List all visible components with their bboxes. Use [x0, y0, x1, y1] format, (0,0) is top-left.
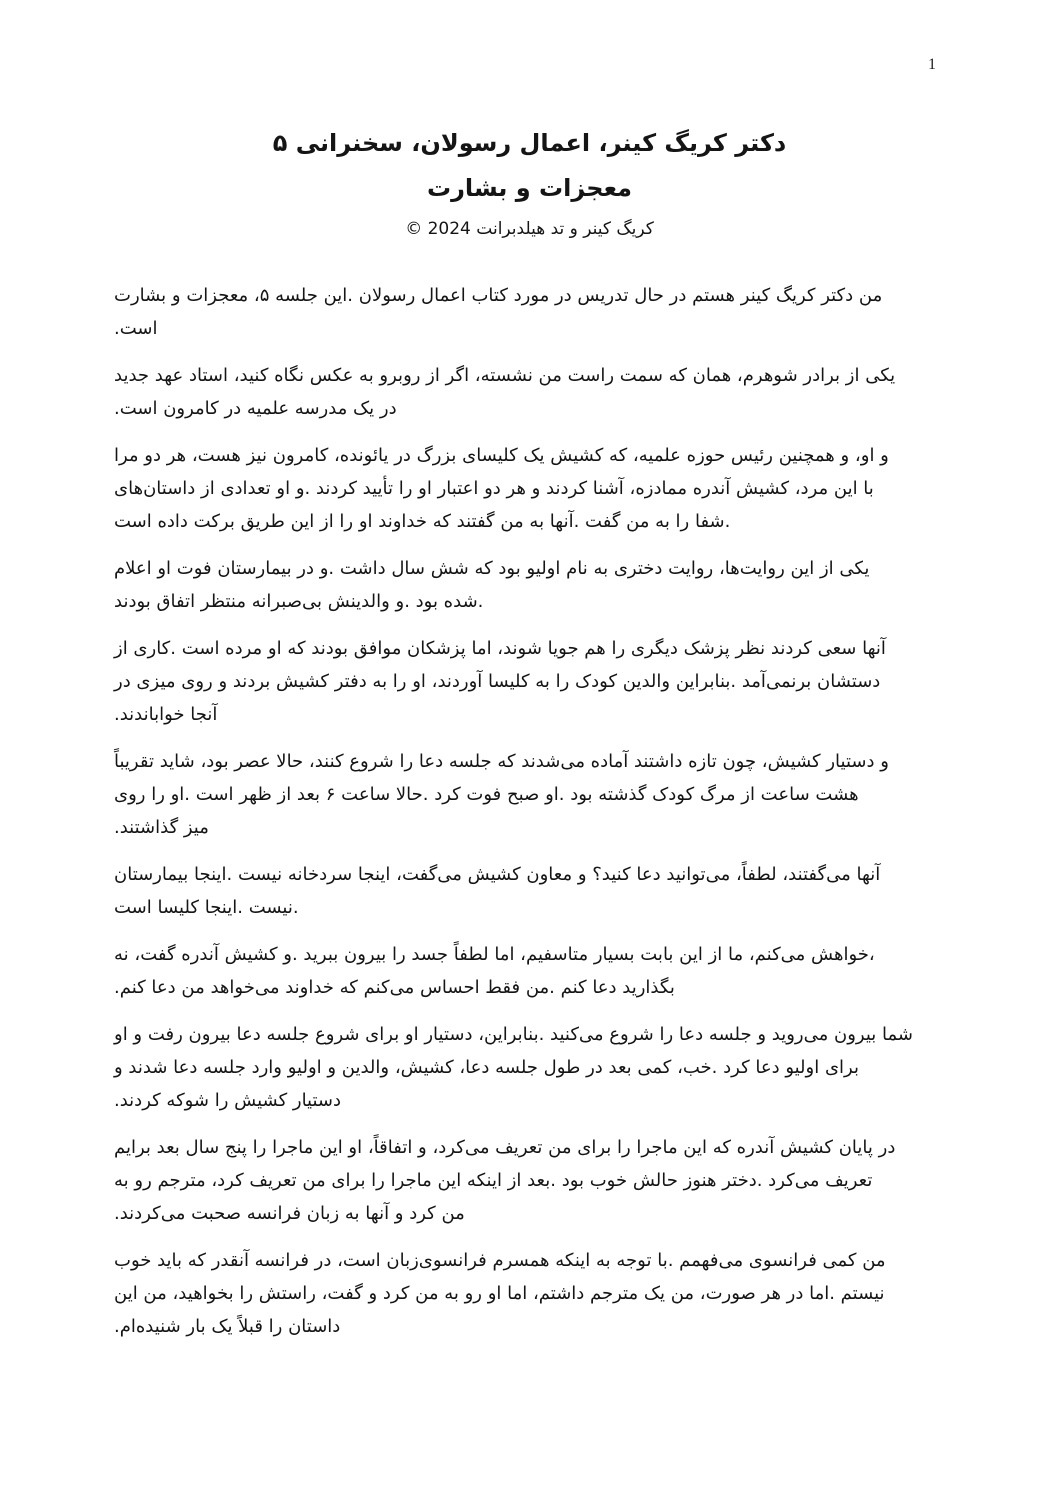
body-line: در پایان کشیش آندره که این ماجرا را برای من تعریف می‌کرد، و اتفاقاً، او این ماجرا را پنج سال بعد برایم	[114, 1137, 896, 1158]
page-number: 1	[928, 56, 936, 73]
body-line: آنها سعی کردند نظر پزشک دیگری را هم جویا شوند، اما پزشکان موافق بودند که او مرده است .کاری از	[114, 638, 892, 659]
body-line: و دستیار کشیش، چون تازه داشتند آماده می‌شدند که جلسه دعا را شروع کنند، حالا عصر بود، شاید تقریباً	[114, 751, 889, 772]
doc-byline: کریگ کینر و تد هیلدبرانت 2024 ©	[405, 219, 654, 239]
body-line: با این مرد، کشیش آندره ممادزه، آشنا کردند و هر دو اعتبار او را تأیید کردند .و او تعدادی از داستان‌های	[114, 478, 874, 499]
body-line: و او، و همچنین رئیس حوزه علمیه، که کشیش یک کلیسای بزرگ در یائونده، کامرون نیز هست، هر دو مرا	[114, 445, 889, 466]
document-body	[114, 279, 945, 1357]
body-paragraph	[114, 279, 945, 345]
body-paragraph	[114, 552, 945, 618]
body-line: .نیست .اینجا کلیسا است	[114, 897, 299, 918]
body-line: آنجا خواباندند.	[114, 704, 218, 725]
body-line: من دکتر کریگ کینر هستم در حال تدریس در مورد کتاب اعمال رسولان .این جلسه ۵، معجزات و بشارت	[114, 285, 883, 306]
body-line: من کمی فرانسوی می‌فهمم .با توجه به اینکه همسرم فرانسوی‌زبان است، در فرانسه آنقدر که باید خوب	[114, 1250, 892, 1271]
body-line: یکی از این روایت‌ها، روایت دختری به نام اولیو بود که شش سال داشت .و در بیمارستان فوت او اعلام	[114, 558, 876, 579]
body-line: یکی از برادر شوهرم، همان که سمت راست من نشسته، اگر از روبرو به عکس نگاه کنید، استاد عهد جدید	[114, 365, 896, 386]
body-paragraph	[114, 1244, 945, 1343]
body-line: شما بیرون می‌روید و جلسه دعا را شروع می‌کنید .بنابراین، دستیار او برای شروع جلسه دعا بیرون رفت و او	[114, 1024, 913, 1045]
body-line: ،خواهش می‌کنم، ما از این بابت بسیار متاسفیم، اما لطفاً جسد را بیرون ببرید .و کشیش آندره گفت، نه	[114, 944, 875, 965]
body-paragraph	[114, 938, 945, 1004]
doc-title-line-2: معجزات و بشارت	[427, 174, 632, 202]
body-line: بگذارید دعا کنم .من فقط احساس می‌کنم که خداوند می‌خواهد من دعا کنم.	[114, 977, 675, 998]
body-line: هشت ساعت از مرگ کودک گذشته بود .او صبح فوت کرد .حالا ساعت ۶ بعد از ظهر است .او را روی	[114, 784, 859, 805]
body-line: در یک مدرسه علمیه در کامرون است.	[114, 398, 397, 419]
body-line: .شده بود .و والدینش بی‌صبرانه منتظر اتفاق بودند	[114, 591, 484, 612]
body-line: برای اولیو دعا کرد .خب، کمی بعد در طول جلسه دعا، کشیش، والدین و اولیو وارد جلسه دعا شدند و	[114, 1057, 859, 1078]
body-line: است.	[114, 318, 158, 339]
body-paragraph	[114, 745, 945, 844]
doc-title-line-1: دکتر کریگ کینر، اعمال رسولان، سخنرانی ۵	[272, 129, 787, 157]
body-paragraph	[114, 439, 945, 538]
body-line: دستشان برنمی‌آمد .بنابراین والدین کودک را به کلیسا آوردند، او را به دفتر کشیش بردند و روی میزی در	[114, 671, 881, 692]
body-paragraph	[114, 858, 945, 924]
body-line: دستیار کشیش را شوکه کردند.	[114, 1090, 342, 1111]
body-line: داستان را قبلاً یک بار شنیده‌ام.	[114, 1316, 341, 1337]
body-paragraph	[114, 632, 945, 731]
body-paragraph	[114, 1018, 945, 1117]
body-line: میز گذاشتند.	[114, 817, 209, 838]
document-header	[114, 126, 945, 241]
body-paragraph	[114, 359, 945, 425]
body-line: نیستم .اما در هر صورت، من یک مترجم داشتم، اما او رو به من کرد و گفت، راستش را بخواهید، من این	[114, 1283, 885, 1304]
body-line: .شفا را به من گفت .آنها به من گفتند که خداوند او را از این طریق برکت داده است	[114, 511, 731, 532]
body-line: من کرد و آنها به زبان فرانسه صحبت می‌کردند.	[114, 1203, 465, 1224]
body-paragraph	[114, 1131, 945, 1230]
body-line: آنها می‌گفتند، لطفاً، می‌توانید دعا کنید؟ و معاون کشیش می‌گفت، اینجا سردخانه نیست .اینجا بیمارستان	[114, 864, 887, 885]
body-line: تعریف می‌کرد .دختر هنوز حالش خوب بود .بعد از اینکه این ماجرا را برای من تعریف کرد، مترجم رو به	[114, 1170, 873, 1191]
